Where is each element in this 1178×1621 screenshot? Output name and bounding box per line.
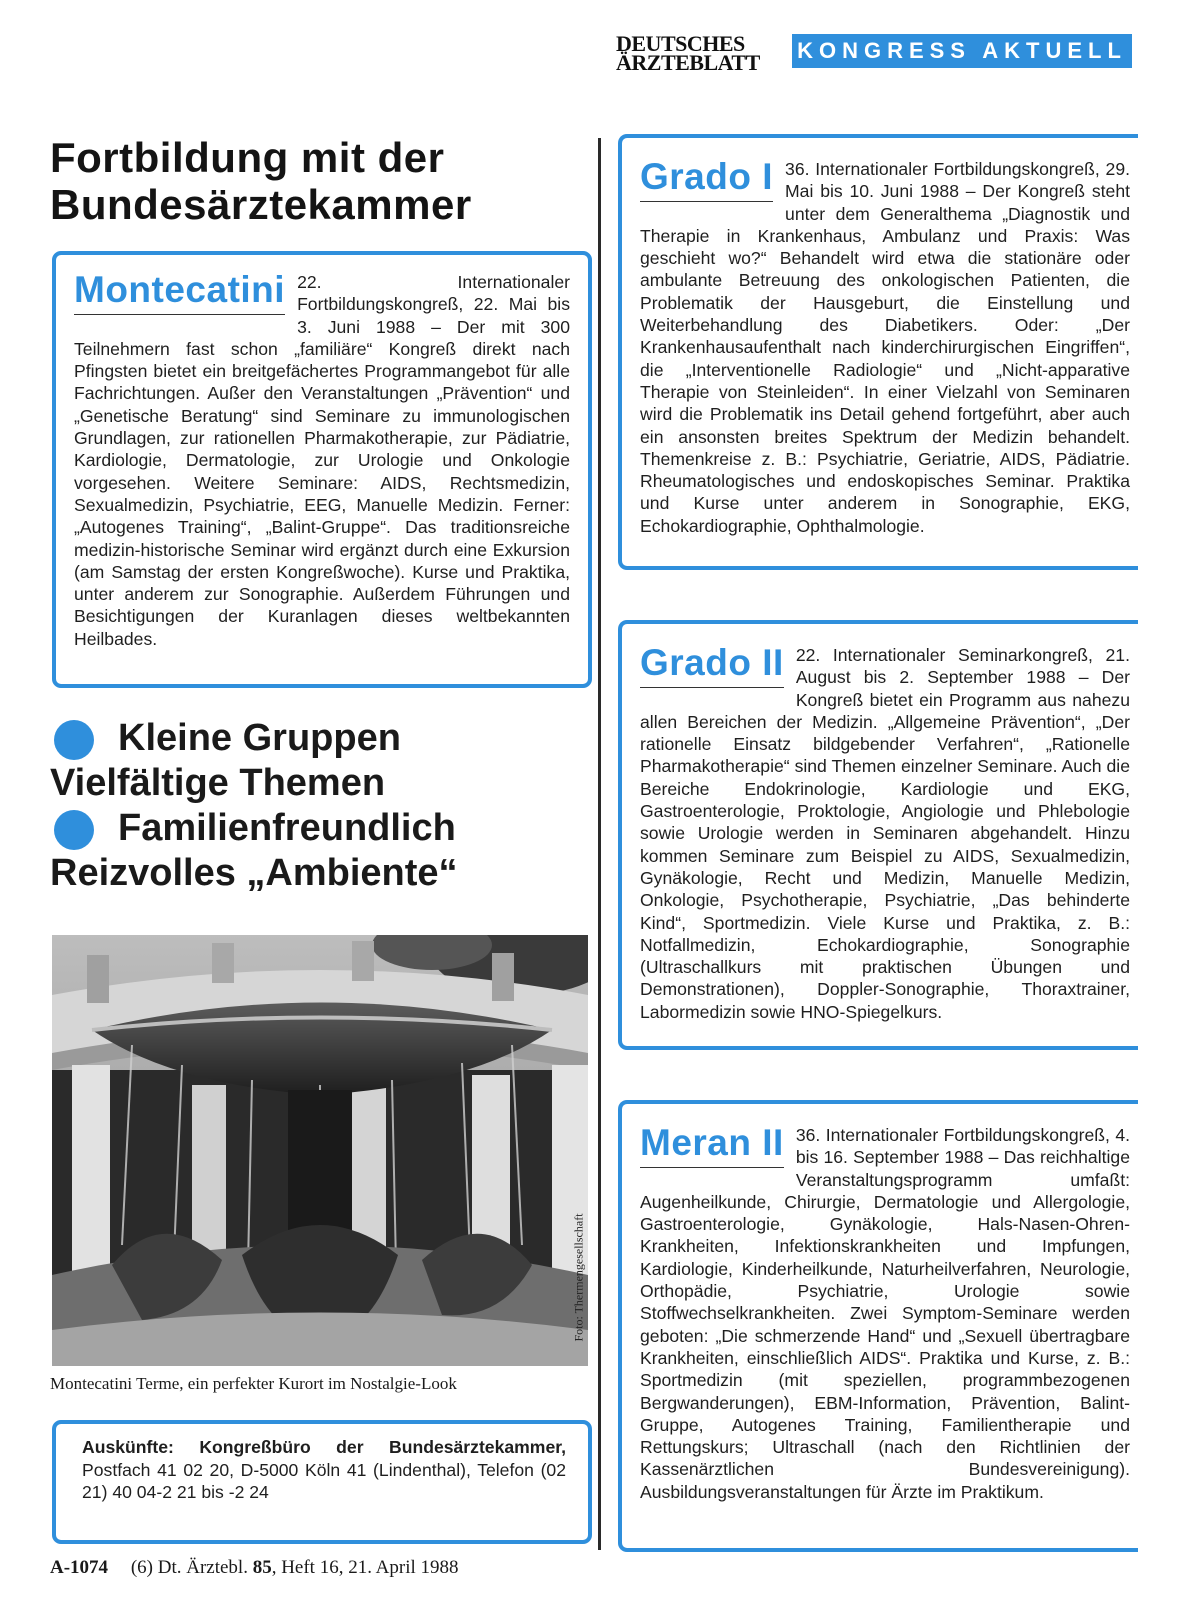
volume-number: 85 (252, 1557, 272, 1578)
feature-bullet-1: Kleine Gruppen (50, 716, 590, 761)
grado-2-text: 22. Internationaler Seminarkongreß, 21. August bis 2. September 1988 – Der Kongreß bietet ein Programm aus nahezu allen Bereichen der Medizin. „Allgemeine Prävention“, „Der rationelle Einsatz bildgebender Verfahren“, „Rationelle Pharmakotherapie“ sind Themen einzelner Seminare. Auch die Bereiche Endokrinologie, Kardiologie und EKG, Gastroenterologie, Proktologie, Angiologie und Phlebologie sowie Urologie werden in Seminaren abgehandelt. Hinzu kommen Seminare zum Beispiel zu AIDS, Sexualmedizin, Gynäkologie, Recht und Medizin, Manuelle Medizin, Onkologie, Psychotherapie, Psychiatrie, „Das behinderte Kind“, Sportmedizin. Viele Kurse und Praktika, z. B.: Notfallmedizin, Echokardiographie, Sonographie (Ultraschallkurs mit praktischen Übungen und Demonstrationen), Doppler-Sonographie, Thoraxtrainer, Labormedizin sowie HNO-Spiegelkurs. (640, 645, 1130, 1022)
montecatini-title: Montecatini (74, 271, 285, 315)
section-banner: KONGRESS AKTUELL (792, 34, 1132, 68)
page-id: A-1074 (50, 1557, 109, 1578)
page-title: Fortbildung mit der Bundesärztekammer (50, 134, 472, 228)
feature-highlights (50, 716, 590, 896)
meran-2-text: 36. Internationaler Fortbildungskongreß, 4. bis 16. September 1988 – Das reichhaltige Veranstaltungsprogramm umfaßt: Augenheilkunde, Chirurgie, Dermatologie und Allergologie, Gastroenterologie, Gynäkologie, Hals-Nasen-Ohren-Krankheiten, Infektionskrankheiten und Impfungen, Kardiologie, Kinderheilkunde, Naturheilverfahren, Neurologie, Orthopädie, Psychiatrie, Urologie sowie Stoffwechselkrankheiten. Zwei Symptom-Seminare werden geboten: „Die schmerzende Hand“ und „Sexuell übertragbare Krankheiten, einschließlich AIDS“. Praktika und Kurse, z. B.: Sportmedizin (mit speziellen, programmbezogenen Bergwanderungen), EBM-Information, Prävention, Balint-Gruppe, Autogenes Training, Familientherapie und Rettungskurs; Ultraschall (nach den Richtlinien der Kassenärztlichen Bundesvereinigung). Ausbildungsveranstaltungen für Ärzte im Praktikum. (640, 1125, 1130, 1502)
contact-lead: Auskünfte: Kongreßbüro der Bundesärztekammer, (82, 1437, 566, 1457)
page-number: (6) (130, 1557, 153, 1578)
page-footer (50, 1557, 650, 1579)
grado-2-title: Grado II (640, 644, 784, 688)
journal-logo: DEUTSCHES ÄRZTEBLATT (616, 31, 760, 75)
journal-abbrev: Dt. Ärztebl. (157, 1557, 248, 1578)
photo-credit: Foto: Thermengesellschaft (571, 1213, 586, 1342)
column-divider (598, 138, 601, 1550)
photo-caption: Montecatini Terme, ein perfekter Kurort im Nostalgie-Look (50, 1374, 457, 1393)
blue-bullet-icon (54, 720, 94, 760)
fountain-photo-image (52, 935, 588, 1366)
grado-2-box (618, 620, 1138, 1050)
feature-line-4: Reizvolles „Ambiente“ (50, 852, 458, 894)
issue-info: , Heft 16, 21. April 1988 (271, 1557, 459, 1578)
fountain-photo (52, 935, 588, 1366)
montecatini-box (52, 251, 592, 688)
montecatini-text: 22. Internationaler Fortbildungskongreß, 22. Mai bis 3. Juni 1988 – Der mit 300 Teilnehmern fast schon „familiäre“ Kongreß direkt nach Pfingsten bietet ein breitgefächertes Programmangebot für alle Fachrichtungen. Außer den Veranstaltungen „Prävention“ und „Genetische Beratung“ sind Seminare zu immunologischen Grundlagen, zur rationellen Pharmakotherapie, zur Pädiatrie, Kardiologie, Dermatologie, zur Urologie und Onkologie vorgesehen. Weitere Seminare: AIDS, Rechtsmedizin, Sexualmedizin, Psychiatrie, EEG, Manuelle Medizin. Ferner: „Autogenes Training“, „Balint-Gruppe“. Das traditionsreiche medizin-historische Seminar wird ergänzt durch eine Exkursion (am Samstag der ersten Kongreßwoche). Kurse und Praktika, unter anderem zur Sonographie. Außerdem Führungen und Besichtigungen der Kuranlagen dieses weltbekannten Heilbades. (74, 272, 570, 649)
meran-2-title: Meran II (640, 1124, 784, 1168)
contact-info-box (52, 1420, 592, 1544)
grado-1-box (618, 134, 1138, 570)
feature-bullet-2: Familienfreundlich (50, 806, 590, 851)
feature-line-2: Vielfältige Themen (50, 762, 386, 804)
grado-1-title: Grado I (640, 158, 773, 202)
masthead (616, 31, 1132, 75)
contact-address: Postfach 41 02 20, D-5000 Köln 41 (Lindenthal), Telefon (02 21) 40 04-2 21 bis -2 24 (82, 1459, 566, 1502)
grado-1-text: 36. Internationaler Fortbildungskongreß, 29. Mai bis 10. Juni 1988 – Der Kongreß steht unter dem Generalthema „Diagnostik und Therapie in Krankenhaus, Ambulanz und Praxis: Was geschieht wo?“ Behandelt wird etwa die stationäre oder ambulante Betreuung des onkologischen Patienten, die Problematik der Hausgeburt, die Einstellung und Weiterbehandlung des Diabetikers. Oder: „Der Krankenhausaufenthalt nach kinderchirurgischen Eingriffen“, die „Interventionelle Radiologie“ und „Nicht-apparative Therapie von Steinleiden“. In einer Vielzahl von Seminaren wird die Problematik ins Detail gehend fortgeführt, aber auch ein ansonsten breites Spektrum der Medizin behandelt. Themenkreise z. B.: Psychiatrie, Geriatrie, AIDS, Pädiatrie. Rheumatologisches und endoskopisches Seminar. Praktika und Kurse unter anderem in Sonographie, EKG, Echokardiographie, Ophthalmologie. (640, 159, 1130, 536)
meran-2-box (618, 1100, 1138, 1552)
blue-bullet-icon (54, 810, 94, 850)
